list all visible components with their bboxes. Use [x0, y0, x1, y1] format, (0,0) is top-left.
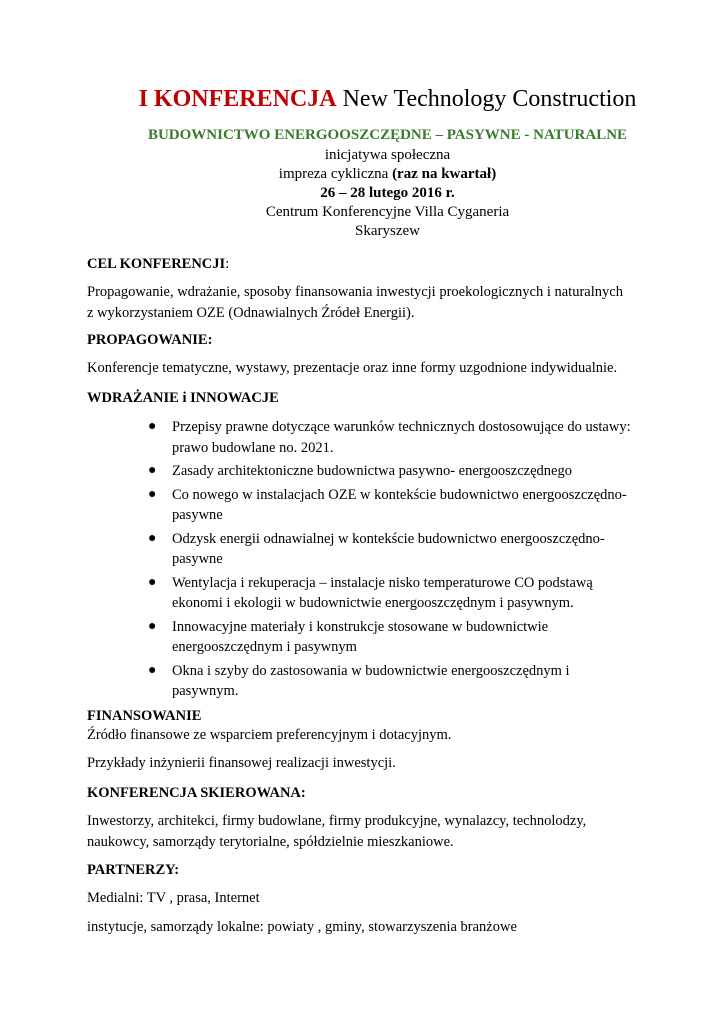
finansowanie-line2: Przykłady inżynierii finansowej realizacji inwestycji.: [87, 755, 396, 771]
title-rest: New Technology Construction: [342, 86, 637, 112]
title-red-part: I KONFERENCJA: [138, 86, 337, 112]
list-item-line: Zasady architektoniczne budownictwa pasywno- energooszczędnego: [172, 463, 572, 479]
bullet-icon: ●: [148, 574, 157, 590]
list-item-line: Przepisy prawne dotyczące warunków technicznych dostosowujące do ustawy:: [172, 419, 631, 435]
cel-text-line2: z wykorzystaniem OZE (Odnawialnych Źródeł Energii).: [87, 305, 415, 321]
list-item-line: ekonomi i ekologii w budownictwie energooszczędnym i pasywnym.: [172, 595, 574, 611]
list-item: [148, 485, 642, 526]
cel-colon: :: [225, 256, 230, 272]
list-item-line: Wentylacja i rekuperacja – instalacje nisko temperaturowe CO podstawą: [172, 574, 593, 591]
bullet-icon: ●: [148, 530, 157, 546]
list-item: [148, 529, 642, 570]
cel-heading: [87, 254, 647, 275]
event-date: 26 – 28 lutego 2016 r.: [320, 185, 455, 201]
bullet-icon: ●: [148, 486, 157, 502]
propagowanie-heading: PROPAGOWANIE:: [87, 332, 213, 348]
finansowanie-line1: Źródło finansowe ze wsparciem preferencyjnym i dotacyjnym.: [87, 727, 452, 743]
partnerzy-line1: Medialni: TV , prasa, Internet: [87, 890, 260, 906]
conference-title: [0, 84, 725, 114]
bullet-icon: ●: [148, 463, 157, 478]
skierowana-text: [87, 811, 647, 853]
subtitle: BUDOWNICTWO ENERGOOSZCZĘDNE – PASYWNE - NATURALNE: [147, 127, 628, 143]
list-item: [148, 461, 642, 482]
city: Skaryszew: [355, 223, 420, 239]
cel-text-line1: Propagowanie, wdrażanie, sposoby finansowania inwestycji proekologicznych i naturalnych: [87, 284, 623, 300]
bullet-icon: ●: [148, 618, 157, 634]
partnerzy-heading: PARTNERZY:: [87, 862, 180, 878]
list-item-line: Okna i szyby do zastosowania w budownictwie energooszczędnym i: [172, 662, 570, 679]
bullet-icon: ●: [148, 419, 157, 434]
finansowanie-heading: FINANSOWANIE: [87, 708, 202, 724]
cycle-bold: (raz na kwartał): [392, 166, 497, 182]
cel-text: [87, 282, 647, 324]
propagowanie-text: Konferencje tematyczne, wystawy, prezentacje oraz inne formy uzgodnione indywidualnie.: [87, 360, 618, 376]
initiative-line: inicjatywa społeczna: [324, 147, 451, 163]
bullet-icon: ●: [148, 662, 157, 678]
cycle-plain: impreza cykliczna: [278, 166, 389, 182]
list-item-line: pasywne: [172, 551, 223, 567]
skierowana-line1: Inwestorzy, architekci, firmy budowlane, firmy produkcyjne, wynalazcy, technolodzy,: [87, 813, 587, 829]
list-item-line: Co nowego w instalacjach OZE w kontekście budownictwo energooszczędno-: [172, 486, 627, 503]
list-item-line: prawo budowlane no. 2021.: [172, 439, 334, 456]
list-item-line: energooszczędnym i pasywnym: [172, 639, 357, 655]
list-item: [148, 617, 642, 658]
list-item: [148, 573, 642, 614]
list-item-line: pasywnym.: [172, 683, 239, 699]
cel-heading-text: CEL KONFERENCJI: [87, 256, 226, 272]
wdrazanie-heading: WDRAŻANIE i INNOWACJE: [87, 390, 279, 406]
list-item-line: pasywne: [172, 507, 223, 523]
cycle-line: [0, 165, 725, 184]
venue: Centrum Konferencyjne Villa Cyganeria: [265, 204, 510, 220]
list-item-line: Odzysk energii odnawialnej w kontekście budownictwo energooszczędno-: [172, 530, 605, 547]
list-item-line: Innowacyjne materiały i konstrukcje stosowane w budownictwie: [172, 618, 549, 635]
wdrazanie-list: [148, 417, 642, 705]
partnerzy-line2: instytucje, samorządy lokalne: powiaty , gminy, stowarzyszenia branżowe: [87, 919, 517, 935]
skierowana-line2: naukowcy, samorządy terytorialne, spółdzielnie mieszkaniowe.: [87, 834, 454, 850]
list-item: [148, 417, 642, 458]
list-item: [148, 661, 642, 702]
skierowana-heading: KONFERENCJA SKIEROWANA:: [87, 785, 306, 801]
